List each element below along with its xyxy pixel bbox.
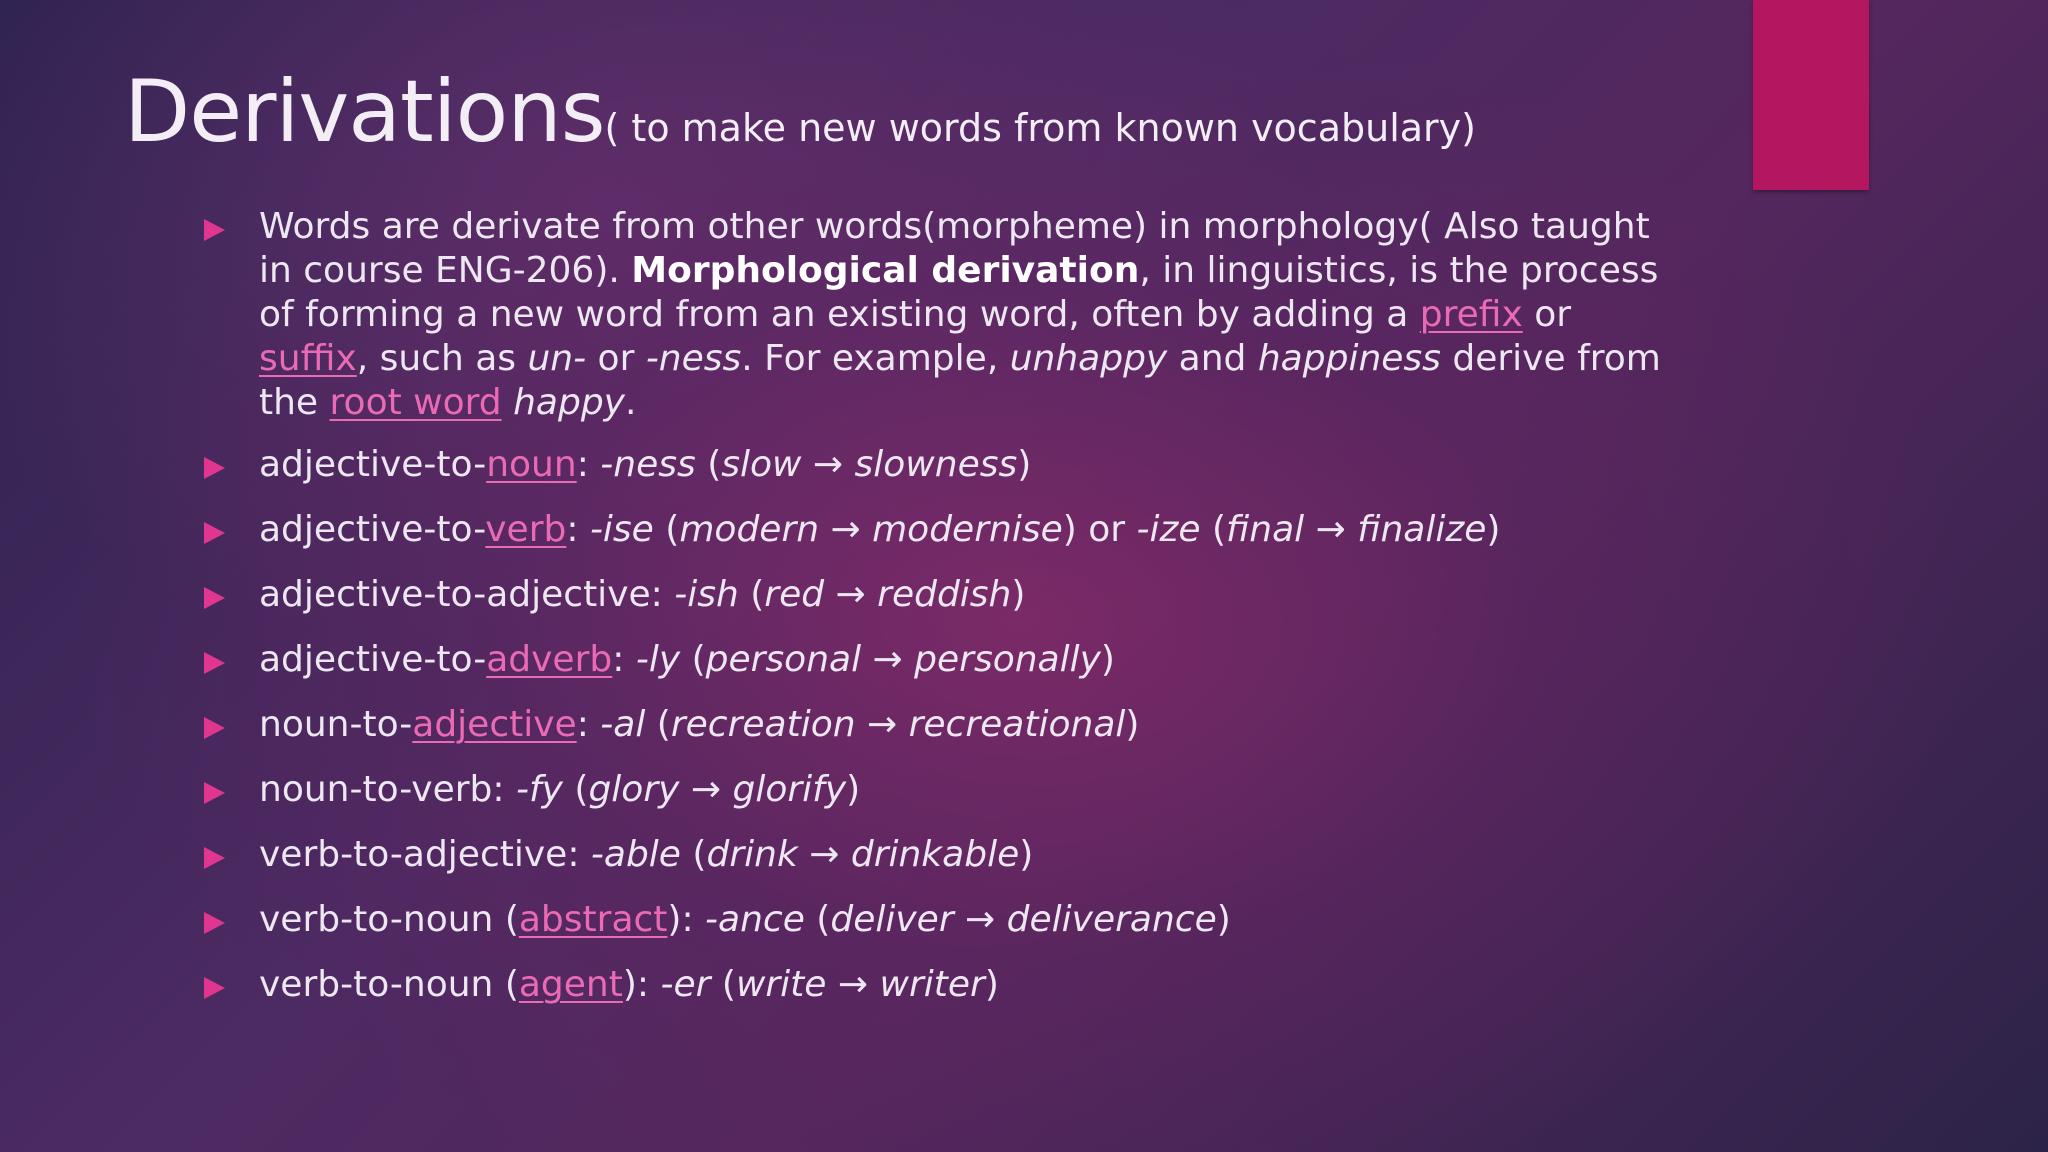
intro-text: . For example, — [741, 338, 1010, 379]
item-text: adjective-to-adjective: — [259, 574, 675, 615]
derivation-item — [200, 638, 1680, 703]
item-text: : — [566, 509, 590, 550]
item-text: ): — [622, 964, 661, 1005]
item-text: ) or — [1062, 509, 1137, 550]
item-text: verb-to-adjective: — [259, 834, 591, 875]
derivation-item — [200, 443, 1680, 508]
bullet-list — [200, 205, 1680, 1028]
bullet-arrow-icon — [204, 717, 225, 739]
suffix: -er — [660, 964, 711, 1005]
example: recreation → recreational — [670, 704, 1126, 745]
intro-text: and — [1167, 338, 1258, 379]
item-text: ( — [645, 704, 671, 745]
italic-term: unhappy — [1009, 338, 1168, 379]
accent-bar — [1753, 0, 1869, 190]
item-text: : — [612, 639, 636, 680]
item-text: ( — [653, 509, 680, 550]
intro-text — [502, 382, 513, 423]
derivation-item — [200, 963, 1680, 1028]
link-noun[interactable]: noun — [486, 444, 577, 485]
link-agent[interactable]: agent — [518, 964, 623, 1005]
example: modern → modernise — [679, 509, 1063, 550]
suffix: -ise — [589, 509, 654, 550]
suffix: -fy — [515, 769, 563, 810]
item-text: ( — [804, 899, 831, 940]
suffix: -ly — [635, 639, 681, 680]
intro-text: derive from the — [259, 338, 1661, 423]
item-text: ): — [667, 899, 706, 940]
bullet-arrow-icon — [204, 847, 225, 869]
derivation-item — [200, 508, 1680, 573]
example: drink → drinkable — [706, 834, 1020, 875]
slide-title — [124, 52, 1476, 188]
example: red → reddish — [764, 574, 1012, 615]
bullet-arrow-icon — [204, 977, 225, 999]
suffix: -ness — [600, 444, 696, 485]
italic-term: happy — [513, 382, 625, 423]
example: write → writer — [735, 964, 985, 1005]
item-text: ( — [680, 834, 707, 875]
item-text: : — [576, 444, 601, 485]
item-text: ) — [1011, 574, 1026, 615]
bullet-arrow-icon — [204, 457, 225, 479]
link-verb[interactable]: verb — [485, 509, 567, 550]
title-main: Derivations — [124, 62, 605, 162]
suffix: -al — [600, 704, 646, 745]
intro-text: or — [1522, 294, 1572, 335]
derivation-item — [200, 833, 1680, 898]
link-root-word[interactable]: root word — [329, 382, 502, 423]
suffix: -ize — [1136, 509, 1201, 550]
item-text: ) — [1125, 704, 1140, 745]
italic-term: happiness — [1257, 338, 1441, 379]
item-text: ( — [1200, 509, 1227, 550]
item-text: ) — [984, 964, 999, 1005]
item-text: verb-to-noun ( — [259, 964, 519, 1005]
item-text: verb-to-noun ( — [259, 899, 519, 940]
bullet-arrow-icon — [204, 587, 225, 609]
derivation-item — [200, 768, 1680, 833]
intro-text: Words are derivate from other words(morpheme) in morphology( Also taught in course ENG-206). — [259, 206, 1650, 291]
link-adjective[interactable]: adjective — [412, 704, 577, 745]
example: personal → personally — [705, 639, 1101, 680]
example: deliver → deliverance — [830, 899, 1217, 940]
italic-term: un- — [527, 338, 587, 379]
item-text: adjective-to- — [259, 444, 487, 485]
item-text: noun-to-verb: — [259, 769, 516, 810]
title-subtitle: ( to make new words from known vocabulary) — [604, 106, 1476, 150]
intro-text: , such as — [356, 338, 528, 379]
item-text: ( — [710, 964, 736, 1005]
intro-text: , in linguistics, is the process of forming a new word from an existing word, often by adding a — [259, 250, 1659, 335]
item-text: ( — [680, 639, 706, 680]
suffix: -able — [590, 834, 681, 875]
item-text: ( — [738, 574, 765, 615]
derivation-item — [200, 703, 1680, 768]
item-text: noun-to- — [259, 704, 413, 745]
bullet-arrow-icon — [204, 522, 225, 544]
item-text: ) — [1216, 899, 1231, 940]
item-text: ( — [695, 444, 722, 485]
bold-term: Morphological derivation — [631, 250, 1140, 291]
link-abstract[interactable]: abstract — [518, 899, 668, 940]
bullet-arrow-icon — [204, 912, 225, 934]
bullet-arrow-icon — [204, 219, 225, 241]
item-text: ) — [1486, 509, 1501, 550]
link-suffix[interactable]: suffix — [259, 338, 357, 379]
bullet-arrow-icon — [204, 782, 225, 804]
item-text: ) — [1017, 444, 1032, 485]
item-text: ( — [562, 769, 589, 810]
italic-term: -ness — [645, 338, 742, 379]
link-prefix[interactable]: prefix — [1419, 294, 1523, 335]
item-text: adjective-to- — [259, 639, 487, 680]
item-text: adjective-to- — [259, 509, 486, 550]
derivation-item — [200, 573, 1680, 638]
suffix: -ish — [674, 574, 739, 615]
item-text: : — [576, 704, 601, 745]
derivation-item — [200, 898, 1680, 963]
item-text: ) — [846, 769, 861, 810]
intro-paragraph — [200, 205, 1680, 425]
item-text: ) — [1100, 639, 1115, 680]
bullet-arrow-icon — [204, 652, 225, 674]
link-adverb[interactable]: adverb — [486, 639, 613, 680]
item-text: ) — [1019, 834, 1034, 875]
example: slow → slowness — [721, 444, 1018, 485]
suffix: -ance — [705, 899, 805, 940]
intro-text: or — [586, 338, 646, 379]
example: glory → glorify — [588, 769, 847, 810]
example: final → finalize — [1226, 509, 1487, 550]
intro-text: . — [624, 382, 637, 423]
